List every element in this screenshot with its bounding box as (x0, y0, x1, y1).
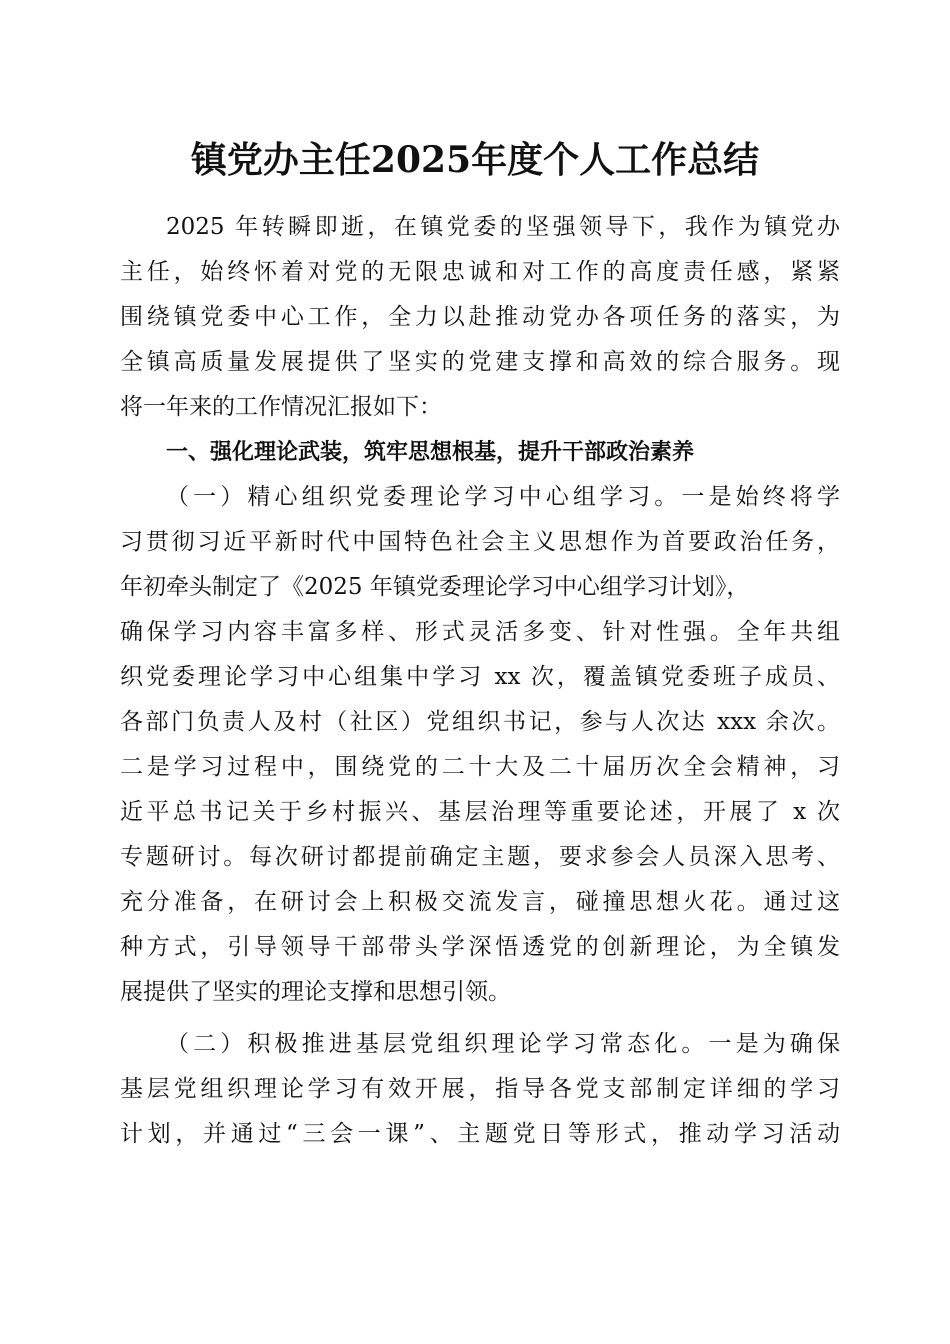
paragraph-line: 习贯彻习近平新时代中国特色社会主义思想作为首要政治任务， (120, 529, 840, 555)
paragraph-line: 计划，并通过“三会一课”、主题党日等形式，推动学习活动 (120, 1121, 840, 1147)
paragraph-line: （一）精心组织党委理论学习中心组学习。一是始终将学 (166, 484, 840, 510)
subsection-paragraph-2 (120, 1022, 840, 1157)
section-heading-text: 一、强化理论武装，筑牢思想根基，提升干部政治素养 (166, 440, 695, 465)
paragraph-line: 展提供了坚实的理论支撑和思想引领。 (120, 979, 511, 1005)
intro-paragraph (120, 205, 840, 430)
paragraph-line: 围绕镇党委中心工作，全力以赴推动党办各项任务的落实，为 (120, 304, 840, 330)
subsection-paragraph-1 (120, 475, 840, 1015)
section-heading (120, 430, 840, 475)
paragraph-line: 将一年来的工作情况汇报如下： (120, 394, 442, 420)
paragraph-line: 种方式，引导领导干部带头学深悟透党的创新理论，为全镇发 (120, 934, 840, 960)
paragraph-line: 确保学习内容丰富多样、形式灵活多变、针对性强。全年共组 (120, 619, 840, 645)
paragraph-line: 近平总书记关于乡村振兴、基层治理等重要论述，开展了 x 次 (120, 799, 840, 825)
paragraph-line: （二）积极推进基层党组织理论学习常态化。一是为确保 (166, 1031, 840, 1057)
document-title: 镇党办主任2025年度个人工作总结 (190, 139, 760, 181)
paragraph-line: 各部门负责人及村（社区）党组织书记，参与人次达 xxx 余次。 (120, 709, 840, 735)
paragraph-line: 织党委理论学习中心组集中学习 xx 次，覆盖镇党委班子成员、 (120, 664, 840, 690)
paragraph-line: 充分准备，在研讨会上积极交流发言，碰撞思想火花。通过这 (120, 889, 840, 915)
paragraph-line: 专题研讨。每次研讨都提前确定主题，要求参会人员深入思考、 (120, 844, 840, 870)
paragraph-line: 基层党组织理论学习有效开展，指导各党支部制定详细的学习 (120, 1076, 840, 1102)
paragraph-line: 年初牵头制定了《2025 年镇党委理论学习中心组学习计划》， (120, 574, 750, 600)
paragraph-line: 主任，始终怀着对党的无限忠诚和对工作的高度责任感，紧紧 (120, 259, 840, 285)
paragraph-line: 2025 年转瞬即逝，在镇党委的坚强领导下，我作为镇党办 (166, 214, 840, 240)
paragraph-line: 全镇高质量发展提供了坚实的党建支撑和高效的综合服务。现 (120, 349, 840, 375)
paragraph-line: 二是学习过程中，围绕党的二十大及二十届历次全会精神，习 (120, 754, 840, 780)
document-body (120, 205, 840, 1157)
